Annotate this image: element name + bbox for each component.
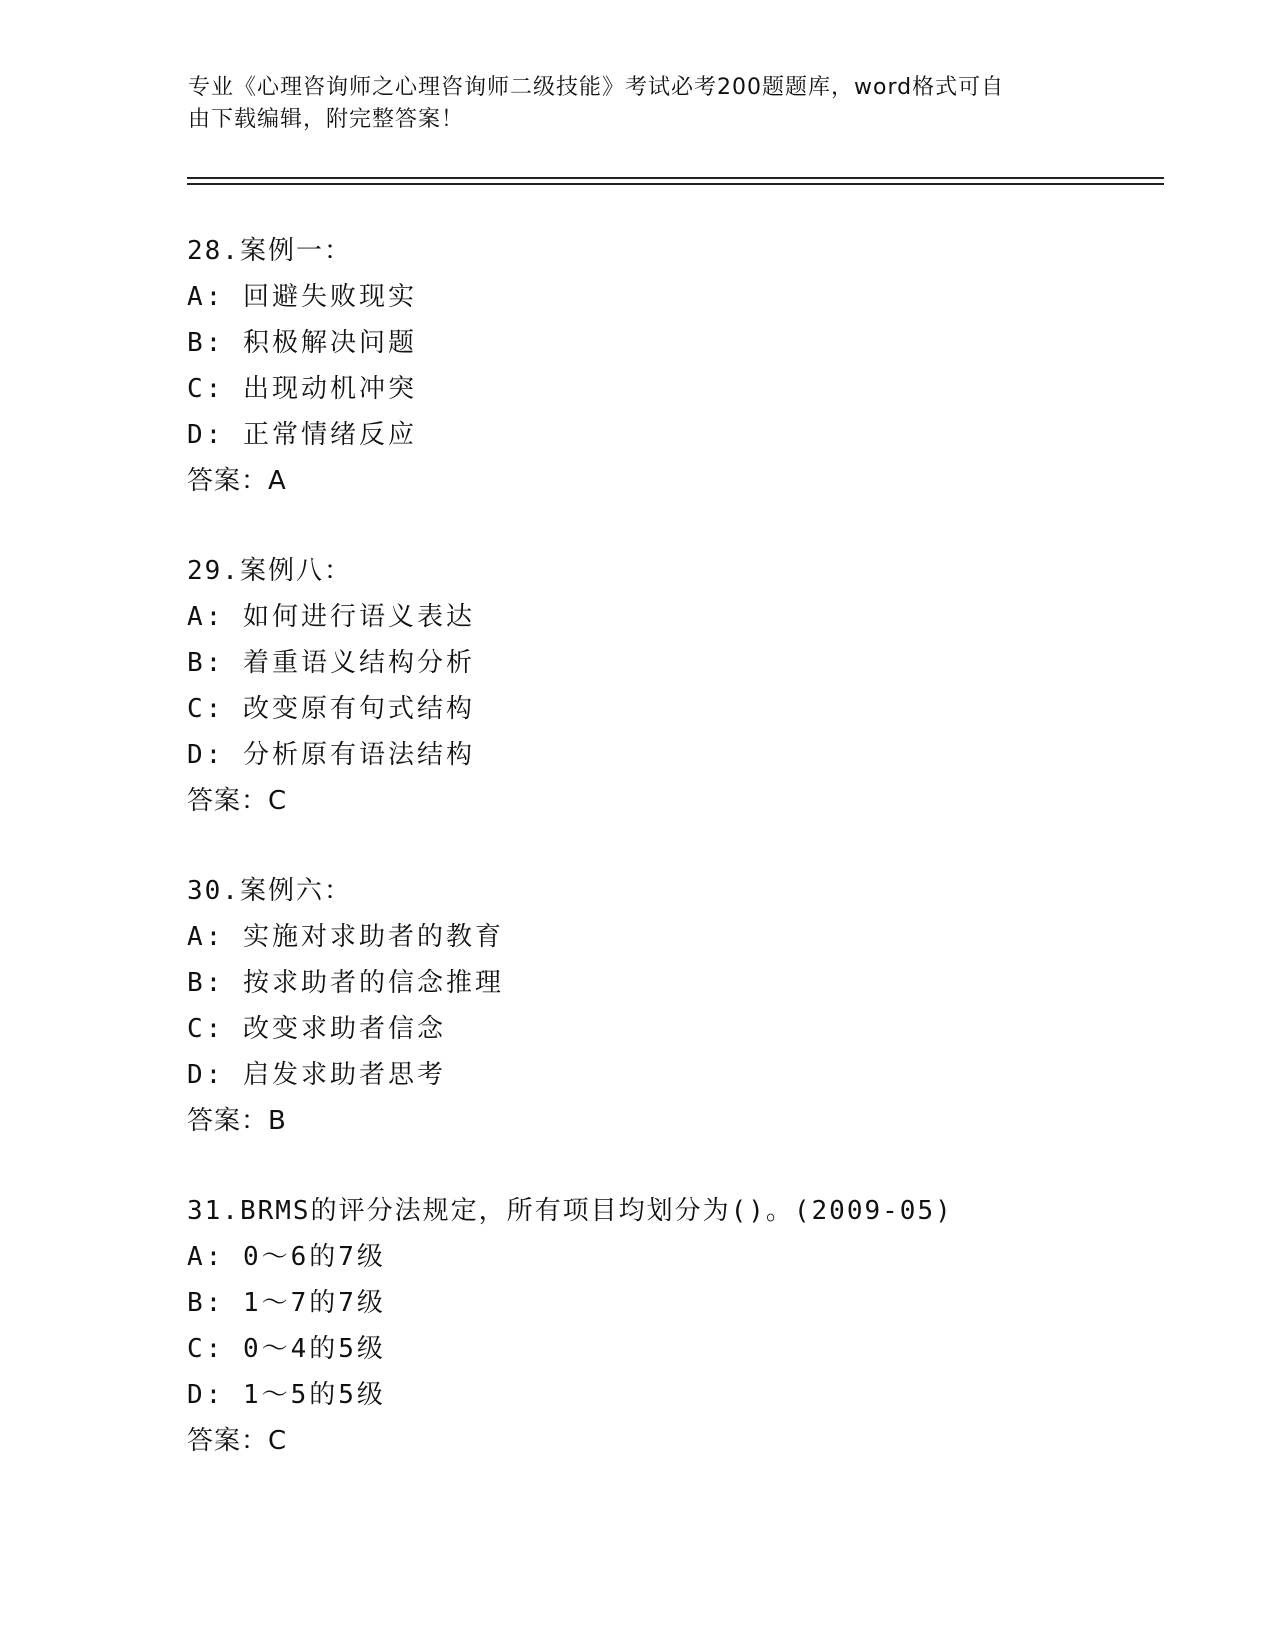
option-label: C: [187, 374, 225, 404]
option-a [187, 594, 1167, 640]
option-text: 着重语义结构分析 [242, 648, 475, 678]
option-label: C: [187, 1014, 225, 1044]
option-b [187, 960, 1167, 1006]
option-text: 按求助者的信念推理 [242, 968, 504, 998]
option-label: D: [187, 420, 225, 450]
option-d [187, 1052, 1167, 1098]
option-a [187, 914, 1167, 960]
option-label: B: [187, 328, 225, 358]
option-label: B: [187, 1288, 225, 1318]
option-text: 0～6的7级 [242, 1242, 386, 1272]
option-label: C: [187, 1334, 225, 1364]
option-label: D: [187, 740, 225, 770]
option-label: A: [187, 922, 225, 952]
option-label: D: [187, 1380, 225, 1410]
option-label: A: [187, 1242, 225, 1272]
question-title: 30.案例六： [187, 876, 352, 906]
answer-line: 答案：B [187, 1106, 287, 1136]
option-b [187, 1280, 1167, 1326]
option-a [187, 1234, 1167, 1280]
option-c [187, 1326, 1167, 1372]
option-d [187, 1372, 1167, 1418]
option-c [187, 686, 1167, 732]
answer-line: 答案：C [187, 786, 288, 816]
question-block-28 [187, 228, 1167, 504]
header-line-1: 专业《心理咨询师之心理咨询师二级技能》考试必考200题题库，word格式可自 [188, 75, 1005, 100]
option-label: A: [187, 602, 225, 632]
question-title: 29.案例八： [187, 556, 352, 586]
option-label: D: [187, 1060, 225, 1090]
question-block-30 [187, 868, 1167, 1144]
question-title: 31.BRMS的评分法规定，所有项目均划分为()。(2009-05) [187, 1196, 953, 1226]
option-b [187, 640, 1167, 686]
option-text: 正常情绪反应 [242, 420, 417, 450]
question-block-31 [187, 1188, 1167, 1464]
option-text: 启发求助者思考 [242, 1060, 446, 1090]
answer-line: 答案：C [187, 1426, 288, 1456]
header-line-2: 由下载编辑，附完整答案！ [188, 107, 465, 132]
option-b [187, 320, 1167, 366]
option-text: 改变求助者信念 [242, 1014, 446, 1044]
option-a [187, 274, 1167, 320]
option-text: 分析原有语法结构 [242, 740, 475, 770]
option-text: 实施对求助者的教育 [242, 922, 504, 952]
option-text: 回避失败现实 [242, 282, 417, 312]
option-c [187, 366, 1167, 412]
option-text: 1～7的7级 [242, 1288, 386, 1318]
option-label: B: [187, 648, 225, 678]
option-label: B: [187, 968, 225, 998]
option-label: A: [187, 282, 225, 312]
option-text: 1～5的5级 [242, 1380, 386, 1410]
option-text: 如何进行语义表达 [242, 602, 475, 632]
question-title: 28.案例一： [187, 236, 352, 266]
option-text: 0～4的5级 [242, 1334, 386, 1364]
question-block-29 [187, 548, 1167, 824]
option-c [187, 1006, 1167, 1052]
option-text: 出现动机冲突 [242, 374, 417, 404]
document-header [188, 72, 1068, 136]
header-divider-bottom [187, 183, 1164, 185]
option-text: 积极解决问题 [242, 328, 417, 358]
answer-line: 答案：A [187, 466, 287, 496]
option-text: 改变原有句式结构 [242, 694, 475, 724]
option-label: C: [187, 694, 225, 724]
option-d [187, 412, 1167, 458]
option-d [187, 732, 1167, 778]
header-divider-top [187, 177, 1164, 179]
